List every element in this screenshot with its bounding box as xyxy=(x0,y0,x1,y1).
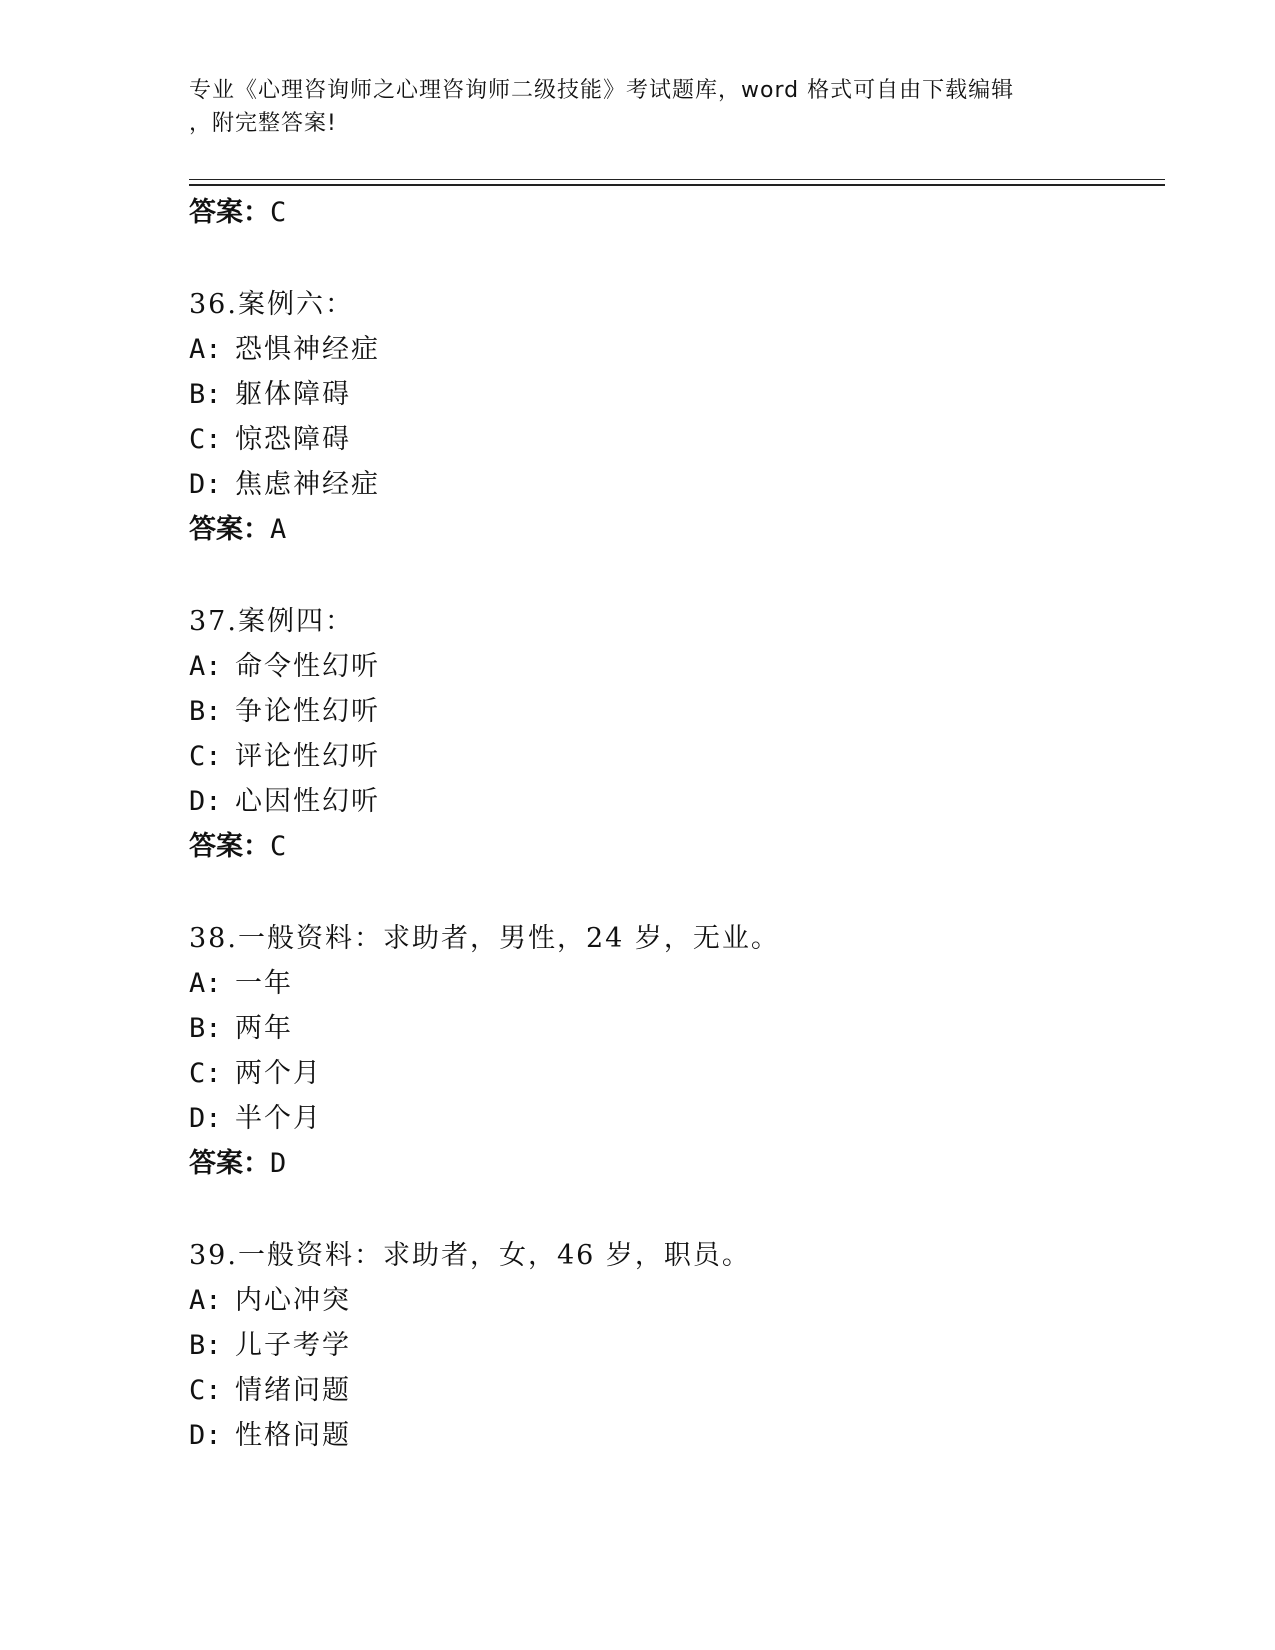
option-c xyxy=(189,417,1149,462)
option-key: A: xyxy=(189,334,222,365)
option-a xyxy=(189,327,1149,372)
option-key: C: xyxy=(189,424,222,455)
question-list xyxy=(189,190,1149,1458)
option-key: A: xyxy=(189,1285,222,1316)
option-text: 恐惧神经症 xyxy=(235,334,380,365)
option-text: 两年 xyxy=(235,1013,293,1044)
option-text: 儿子考学 xyxy=(235,1330,351,1361)
option-text: 一年 xyxy=(235,968,293,999)
option-key: D: xyxy=(189,469,222,500)
header-rule-thick xyxy=(189,184,1165,186)
option-key: D: xyxy=(189,1420,222,1451)
spacer xyxy=(189,552,1149,599)
option-text: 焦虑神经症 xyxy=(235,469,380,500)
answer-label: 答案： xyxy=(189,1148,270,1179)
answer-value: A xyxy=(270,514,287,545)
option-key: B: xyxy=(189,1330,222,1361)
answer-value: D xyxy=(270,1148,287,1179)
option-key: B: xyxy=(189,1013,222,1044)
header-rule-thin xyxy=(189,179,1165,180)
header-line-2: ，附完整答案! xyxy=(189,111,337,136)
answer-line xyxy=(189,190,1149,235)
answer-line xyxy=(189,1141,1149,1186)
option-text: 情绪问题 xyxy=(235,1375,351,1406)
answer-label: 答案： xyxy=(189,197,270,228)
question-stem: 37.案例四： xyxy=(189,606,354,637)
option-text: 内心冲突 xyxy=(235,1285,351,1316)
option-text: 评论性幻听 xyxy=(235,741,380,772)
option-c xyxy=(189,1051,1149,1096)
option-c xyxy=(189,1368,1149,1413)
question-stem: 36.案例六： xyxy=(189,289,354,320)
answer-line xyxy=(189,507,1149,552)
option-a xyxy=(189,961,1149,1006)
option-a xyxy=(189,1278,1149,1323)
option-a xyxy=(189,644,1149,689)
option-d xyxy=(189,1413,1149,1458)
spacer xyxy=(189,1186,1149,1233)
document-header xyxy=(189,74,1089,140)
option-key: A: xyxy=(189,651,222,682)
answer-value: C xyxy=(270,831,287,862)
answer-value: C xyxy=(270,197,287,228)
option-key: C: xyxy=(189,1058,222,1089)
option-d xyxy=(189,779,1149,824)
option-b xyxy=(189,689,1149,734)
option-key: C: xyxy=(189,741,222,772)
option-text: 惊恐障碍 xyxy=(235,424,351,455)
option-key: B: xyxy=(189,696,222,727)
option-key: D: xyxy=(189,786,222,817)
option-text: 心因性幻听 xyxy=(235,786,380,817)
option-text: 命令性幻听 xyxy=(235,651,380,682)
option-b xyxy=(189,1006,1149,1051)
option-d xyxy=(189,462,1149,507)
question-stem: 38.一般资料：求助者，男性，24 岁，无业。 xyxy=(189,923,780,954)
option-d xyxy=(189,1096,1149,1141)
answer-label: 答案： xyxy=(189,831,270,862)
option-b xyxy=(189,1323,1149,1368)
option-key: B: xyxy=(189,379,222,410)
spacer xyxy=(189,235,1149,282)
option-text: 争论性幻听 xyxy=(235,696,380,727)
option-text: 性格问题 xyxy=(235,1420,351,1451)
option-b xyxy=(189,372,1149,417)
question-stem: 39.一般资料：求助者，女，46 岁，职员。 xyxy=(189,1240,751,1271)
option-c xyxy=(189,734,1149,779)
header-line-1: 专业《心理咨询师之心理咨询师二级技能》考试题库，word 格式可自由下载编辑 xyxy=(189,78,1015,103)
spacer xyxy=(189,869,1149,916)
option-text: 两个月 xyxy=(235,1058,322,1089)
answer-label: 答案： xyxy=(189,514,270,545)
option-key: D: xyxy=(189,1103,222,1134)
option-key: C: xyxy=(189,1375,222,1406)
option-text: 半个月 xyxy=(235,1103,322,1134)
answer-line xyxy=(189,824,1149,869)
option-text: 躯体障碍 xyxy=(235,379,351,410)
option-key: A: xyxy=(189,968,222,999)
